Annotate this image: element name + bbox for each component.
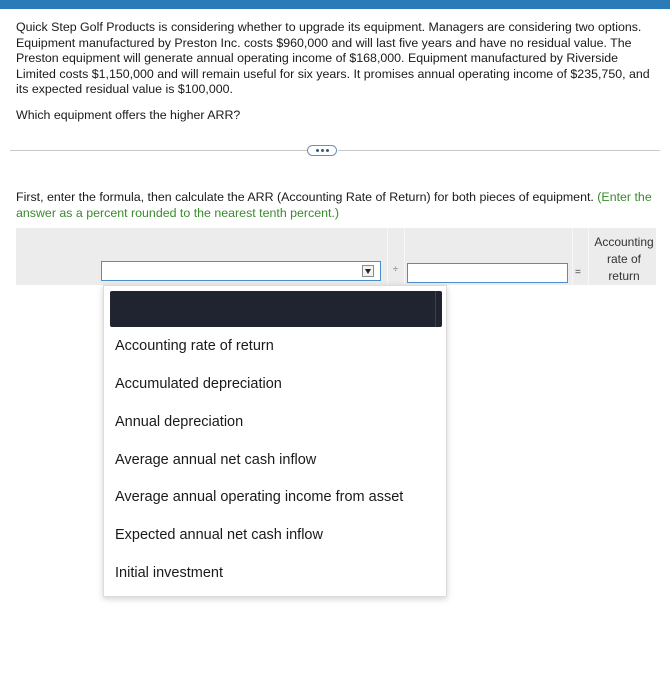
dropdown-option[interactable]: Initial investment — [115, 565, 223, 581]
result-label: Accounting rate of return — [594, 235, 654, 283]
instructions-text: First, enter the formula, then calculate the ARR (Accounting Rate of Return) for both pieces of equipment. — [16, 190, 594, 204]
instructions-hint: (Enter the answer as a percent rounded to the nearest tenth percent.) — [16, 190, 652, 220]
column-divider — [572, 228, 573, 285]
numerator-select[interactable] — [101, 261, 381, 281]
divide-operator: ÷ — [393, 264, 398, 274]
dropdown-option[interactable]: Accumulated depreciation — [115, 376, 282, 392]
denominator-input[interactable] — [407, 263, 568, 283]
dropdown-highlighted-blank-option[interactable] — [110, 291, 442, 327]
instructions — [16, 190, 661, 221]
dropdown-menu — [103, 285, 447, 597]
column-divider — [588, 228, 589, 285]
dropdown-option[interactable]: Annual depreciation — [115, 414, 244, 430]
divider — [10, 150, 310, 151]
column-divider — [404, 228, 405, 285]
ellipsis-icon — [326, 149, 329, 152]
equals-operator: = — [575, 267, 581, 278]
scrollbar[interactable] — [435, 291, 436, 327]
dropdown-option[interactable]: Average annual net cash inflow — [115, 452, 317, 468]
ellipsis-icon — [321, 149, 324, 152]
divider — [338, 150, 660, 151]
dropdown-option[interactable]: Accounting rate of return — [115, 338, 274, 354]
top-bar — [0, 0, 670, 9]
dropdown-option[interactable]: Expected annual net cash inflow — [115, 527, 323, 543]
expand-button[interactable] — [307, 145, 337, 156]
ellipsis-icon — [316, 149, 319, 152]
dropdown-option[interactable]: Average annual operating income from asset — [115, 489, 404, 505]
question-text: Which equipment offers the higher ARR? — [16, 108, 241, 122]
column-divider — [387, 228, 388, 285]
chevron-down-icon[interactable] — [362, 265, 374, 277]
problem-statement: Quick Step Golf Products is considering whether to upgrade its equipment. Managers are considering two options. Equipment manufactured by Preston Inc. costs $960,000 and will last five years and have no residual value. The Preston equipment will generate annual operating income of $168,000. Equipment manufactured by Riverside Limited costs $1,150,000 and will remain useful for six years. It promises annual operating income of $235,750, and its expected residual value is $100,000. — [16, 20, 650, 97]
